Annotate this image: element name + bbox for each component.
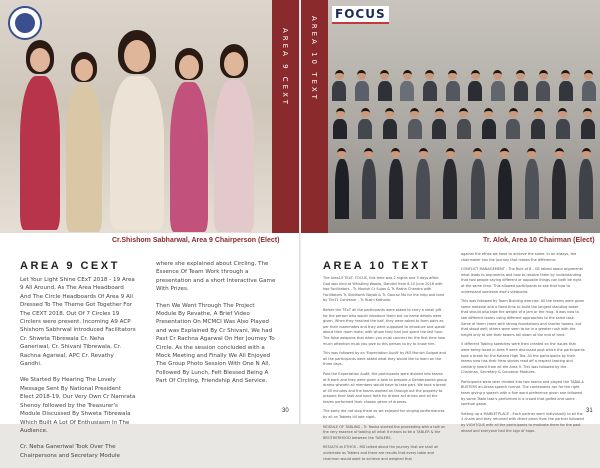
right-paragraph: 5 different Tabling speeches were then created on the issues that were being faced in Area 9 were discussed post which the participants took a break for the Katana High Tea. All the participants by their teams now has their Hero stories read off a respect tasking and similarly heard from all the Area 9. This was followed by the Chairman, Secretary & Convenor Modules. [461, 342, 585, 375]
right-paragraph: Before the TExT all the participants were asked to carry a small gift for the person who would introduce them but no name details were given. When they reached the half, they were asked to form pairs as per their roommates and they were supposed to introduce and speak about their room mate, with whom they had just spent the last hour. The false weapons that when you must connect for the first time how much attention must you give to this person to try to know him. [323, 307, 446, 346]
left-paragraph: Let Your Light Shine CExT 2018 - 19 Area 9 All Around, As The Area Headboard And The Circle Headboards Of Area 9 All Dressed To The Theme Got Together For The CEXT 2018. Out Of 7 Circles 19 Circlers were present. Incoming A9 ACP Shishom Sabhrwal introduced Facilitators Cr. Shweta Tibrewala Cr. Neha Ganeriwal, Cr. Shivani Tibrewala, Cr. Rachna Agarwal, APC Cr. Revathy Gandhi. [20, 277, 136, 368]
right-paragraph: Setting up a MARKETPLACE - Each partner went individually to all the 4 chairs and they returned with direct plans from the partner followed by VIGHTGUS with all the participants to motivate them for the past ahead and everyone had the sign of hope. [461, 411, 584, 433]
left-column-1 [20, 276, 136, 468]
left-paragraph: Then We Went Through The Project Module By Revathe, A Brief Video Presentation On MCMCI Was Also Played and was Explained By Cr Shivani, We had Past Cr Rachna Agarwal On Her Journey To Circle. As the session concluded with a Mock Meeting and Finally We All Enjoyed The Group Photo Session With One N All, Followed By Lunch, Felt Blessed Being A Part Of Circling, Friendship And Service. [156, 302, 275, 385]
right-heading: AREA 10 TEXT [323, 260, 431, 272]
right-column-1 [323, 276, 447, 466]
right-page [301, 0, 600, 461]
left-column-2 [156, 260, 276, 394]
right-paragraph: MODULE OF TABLING - Tr. Rasha started the proceeding with a talk on the very essence of tabling all what it means to be a TABLER & the BROTHERHOOD between the TABLERS. [323, 424, 446, 440]
left-heading: AREA 9 CEXT [20, 260, 120, 272]
left-paragraph: We Started By Hearing The Lovely Message Sent By National President Elect 2018-19, Our Very Own Cr Namrata Shenoy followed by the Treasurer's Module Discussed By Shweta Tibrewala Which Built A Lot Of Enthusiasm In The Audience. [20, 377, 136, 434]
left-title-stripe [272, 0, 299, 233]
right-photo-caption: Tr. Alok, Area 10 Chairman (Elect) [483, 237, 595, 244]
right-vertical-title: AREA 10 TEXT [310, 16, 318, 102]
right-paragraph: against the ethos we have to achieve the same. In an always, the chairmaker has the journey that makes the difference. [461, 252, 577, 262]
right-paragraph: CONFLICT MANAGEMENT - The Rule of 8 - GE talked about arguments what leads to arguments and how to resolve them by understanding that two people saying different or opposite things can both be right at the same time. This allowed participants to see that how to understand someone else's viewpoint. [461, 267, 583, 294]
right-paragraph: The party did not stop there as we enjoyed fun singing performances by all on Tablets till late night. [323, 409, 445, 420]
right-paragraph: RESULTS at ETHOS - MD talked about the journey that we shall all undertake as Tablers and there are results that every table and chairman would want to achieve and weighed that [323, 445, 439, 461]
right-paragraph: This was followed by Team Building exercise. All the teams were given some material and a fixed time to build the longest standing tower that should also take the weight of a jam or the mug. It was now to see different teams using different approaches to the same task. Some of them came with strong foundations and shorter towers, but that stood well; others were seen to be in a greater rush with the height only to see their towers fall down at the end of time. [461, 299, 585, 337]
right-paragraph: This was followed by an 'Expectation Audit' by MD Monish Golgod and all the participants were asked what they would like to learn on the three days. [323, 351, 446, 367]
left-page [0, 0, 299, 459]
right-title-stripe [301, 0, 328, 233]
group-photo [328, 0, 600, 233]
left-photo-caption: Cr.Shishom Sabharwal, Area 9 Chairperson (Elect) [112, 237, 280, 244]
left-page-number: 30 [282, 408, 289, 414]
focus-logo: FOCUS [332, 6, 389, 24]
left-paragraph: where she explained about Circling, The Essence Of Team Work through a presentation and a short Interactive Game With Prizes. [156, 261, 276, 293]
left-vertical-title: AREA 9 CEXT [281, 28, 289, 108]
left-paragraph: Cr. Neha Ganeriwal Took Over The Chairpersons and Secretary Module [20, 444, 120, 459]
right-paragraph: The Area10 TExT- FOCUS, this time was 2 nights and 3 days affair. God was kind at Whistling Woods, Dandeli from 8-10 June 2018 with two Facilitators - Tr. Monish Cr Sujan & Tr. Rasha Chandra with Facilitators Tr. Siddharth Nayak & Tr. Gaurav Mo for the help and lead by Tbr11 Convener - Tr. Rushi Katholar. [323, 276, 444, 303]
right-paragraph: Post the Expectation Audit, the participants were divided into teams of 8 each and they were given a task to prepare a Genderpanda group drama wherein all members would have to take part. We took a break of 40 minutes and the teams worked on through out the property to prepare their task and back forth for drama act drinks and all the teams performed their chosen genre of dramas. [323, 371, 447, 404]
right-column-2 [461, 252, 585, 438]
right-page-number: 31 [586, 408, 593, 414]
chairperson-photo [0, 0, 272, 233]
right-paragraph: Participants were later divided into two teams and played the TABALA BUSTERS an Areas speech format. The contestants ran for the right team giving a speech with a five word preference given one followed by some Table task's performed in a crowd that golfed and some spiritual game. [461, 379, 584, 407]
club-emblem-icon [8, 6, 42, 40]
